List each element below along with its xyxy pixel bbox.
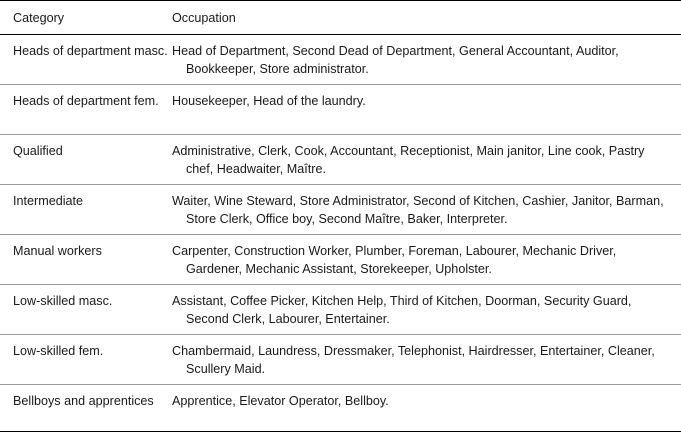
occupation-cell: Carpenter, Construction Worker, Plumber, Foreman, Labourer, Mechanic Driver, Gardener, Mechanic Assistant, Storekeeper, Upholster. — [172, 244, 617, 276]
occupation-cell: Waiter, Wine Steward, Store Administrator, Second of Kitchen, Cashier, Janitor, Barman, Store Clerk, Office boy, Second Maître, Baker, Interpreter. — [172, 194, 664, 226]
table-row — [0, 185, 681, 234]
category-cell: Low-skilled fem. — [13, 344, 104, 358]
table-row — [0, 335, 681, 384]
table-row — [0, 35, 681, 84]
category-cell: Manual workers — [13, 244, 102, 258]
occupation-cell: Chambermaid, Laundress, Dressmaker, Telephonist, Hairdresser, Entertainer, Cleaner, Scullery Maid. — [172, 344, 655, 376]
table-row — [0, 135, 681, 184]
category-cell: Intermediate — [13, 194, 84, 208]
occupation-cell: Housekeeper, Head of the laundry. — [172, 94, 366, 108]
occupation-cell: Head of Department, Second Dead of Department, General Accountant, Auditor, Bookkeeper, Store administrator. — [172, 44, 619, 76]
category-cell: Heads of department masc. — [13, 44, 168, 58]
column-header-occupation: Occupation — [172, 10, 236, 25]
category-cell: Qualified — [13, 144, 63, 158]
category-cell: Low-skilled masc. — [13, 294, 113, 308]
occupation-cell: Administrative, Clerk, Cook, Accountant, Receptionist, Main janitor, Line cook, Pastry chef, Headwaiter, Maître. — [172, 144, 645, 176]
category-cell: Heads of department fem. — [13, 94, 159, 108]
occupation-cell: Assistant, Coffee Picker, Kitchen Help, Third of Kitchen, Doorman, Security Guard, Second Clerk, Labourer, Entertainer. — [172, 294, 632, 326]
occupation-cell: Apprentice, Elevator Operator, Bellboy. — [172, 394, 389, 408]
table-row — [0, 235, 681, 284]
table-row — [0, 285, 681, 334]
category-cell: Bellboys and apprentices — [13, 394, 154, 408]
column-header-category: Category — [13, 10, 65, 25]
table-header-row — [0, 1, 681, 34]
table-row — [0, 85, 681, 134]
table-row — [0, 385, 681, 431]
